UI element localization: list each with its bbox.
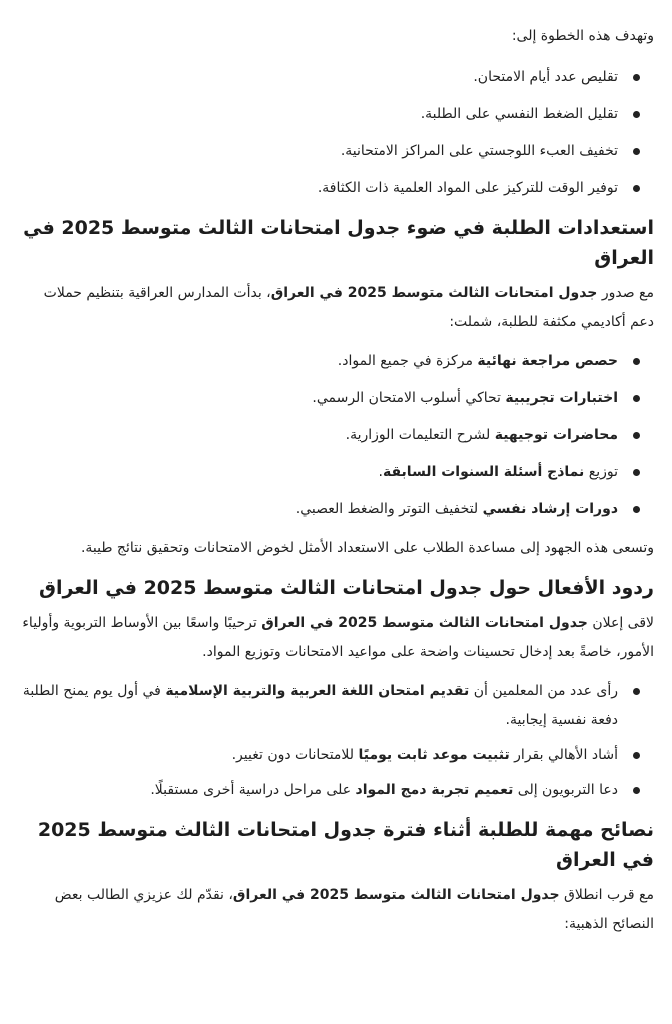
section-heading: نصائح مهمة للطلبة أثناء فترة جدول امتحانات الثالث متوسط 2025 في العراق	[37, 819, 654, 871]
list-item: دعا التربويون إلى تعميم تجربة دمج المواد على مراحل دراسية أخرى مستقبلًا.	[22, 776, 640, 805]
bullet-icon	[633, 358, 640, 365]
list-item: توزيع نماذج أسئلة السنوات السابقة.	[22, 458, 640, 487]
list-item: محاضرات توجيهية لشرح التعليمات الوزارية.	[22, 421, 640, 450]
bullet-icon	[633, 432, 640, 439]
bullet-icon	[633, 74, 640, 81]
section-paragraph: مع صدور جدول امتحانات الثالث متوسط 2025 في العراق، بدأت المدارس العراقية بتنظيم حملات دعم أكاديمي مكثفة للطلبة، شملت:	[43, 285, 654, 330]
bullet-icon	[633, 688, 640, 695]
list-item: توفير الوقت للتركيز على المواد العلمية ذات الكثافة.	[22, 174, 640, 203]
bullet-icon	[633, 752, 640, 759]
list-item: تخفيف العبء اللوجستي على المراكز الامتحانية.	[22, 137, 640, 166]
list-item: أشاد الأهالي بقرار تثبيت موعد ثابت يوميًا للامتحانات دون تغيير.	[22, 741, 640, 770]
bullet-icon	[633, 148, 640, 155]
preparation-list	[22, 347, 654, 524]
bullet-icon	[633, 506, 640, 513]
section-paragraph: لاقى إعلان جدول امتحانات الثالث متوسط 2025 في العراق ترحيبًا واسعًا بين الأوساط التربوية وأولياء الأمور، خاصةً بعد إدخال تحسينات واضحة على مواعيد الامتحانات وتوزيع المواد.	[22, 615, 654, 660]
section-heading: استعدادات الطلبة في ضوء جدول امتحانات الثالث متوسط 2025 في العراق	[23, 217, 654, 269]
list-item: تقليل الضغط النفسي على الطلبة.	[22, 100, 640, 129]
bullet-icon	[633, 395, 640, 402]
bullet-icon	[633, 185, 640, 192]
intro-paragraph: وتهدف هذه الخطوة إلى:	[511, 28, 654, 44]
list-item: تقليص عدد أيام الامتحان.	[22, 63, 640, 92]
list-item: رأى عدد من المعلمين أن تقديم امتحان اللغة العربية والتربية الإسلامية في أول يوم يمنح الطلبة دفعة نفسية إيجابية.	[22, 677, 640, 735]
bullet-icon	[633, 469, 640, 476]
list-item: حصص مراجعة نهائية مركزة في جميع المواد.	[22, 347, 640, 376]
list-item: اختبارات تجريبية تحاكي أسلوب الامتحان الرسمي.	[22, 384, 640, 413]
list-item: دورات إرشاد نفسي لتخفيف التوتر والضغط العصبي.	[22, 495, 640, 524]
reactions-list	[22, 677, 654, 805]
goals-list	[22, 63, 654, 203]
section-closing: وتسعى هذه الجهود إلى مساعدة الطلاب على الاستعداد الأمثل لخوض الامتحانات وتحقيق نتائج طيبة.	[80, 540, 654, 556]
section-heading: ردود الأفعال حول جدول امتحانات الثالث متوسط 2025 في العراق	[38, 577, 654, 599]
bullet-icon	[633, 111, 640, 118]
section-paragraph: مع قرب انطلاق جدول امتحانات الثالث متوسط 2025 في العراق، نقدّم لك عزيزي الطالب بعض النصائح الذهبية:	[54, 887, 654, 932]
bullet-icon	[633, 787, 640, 794]
